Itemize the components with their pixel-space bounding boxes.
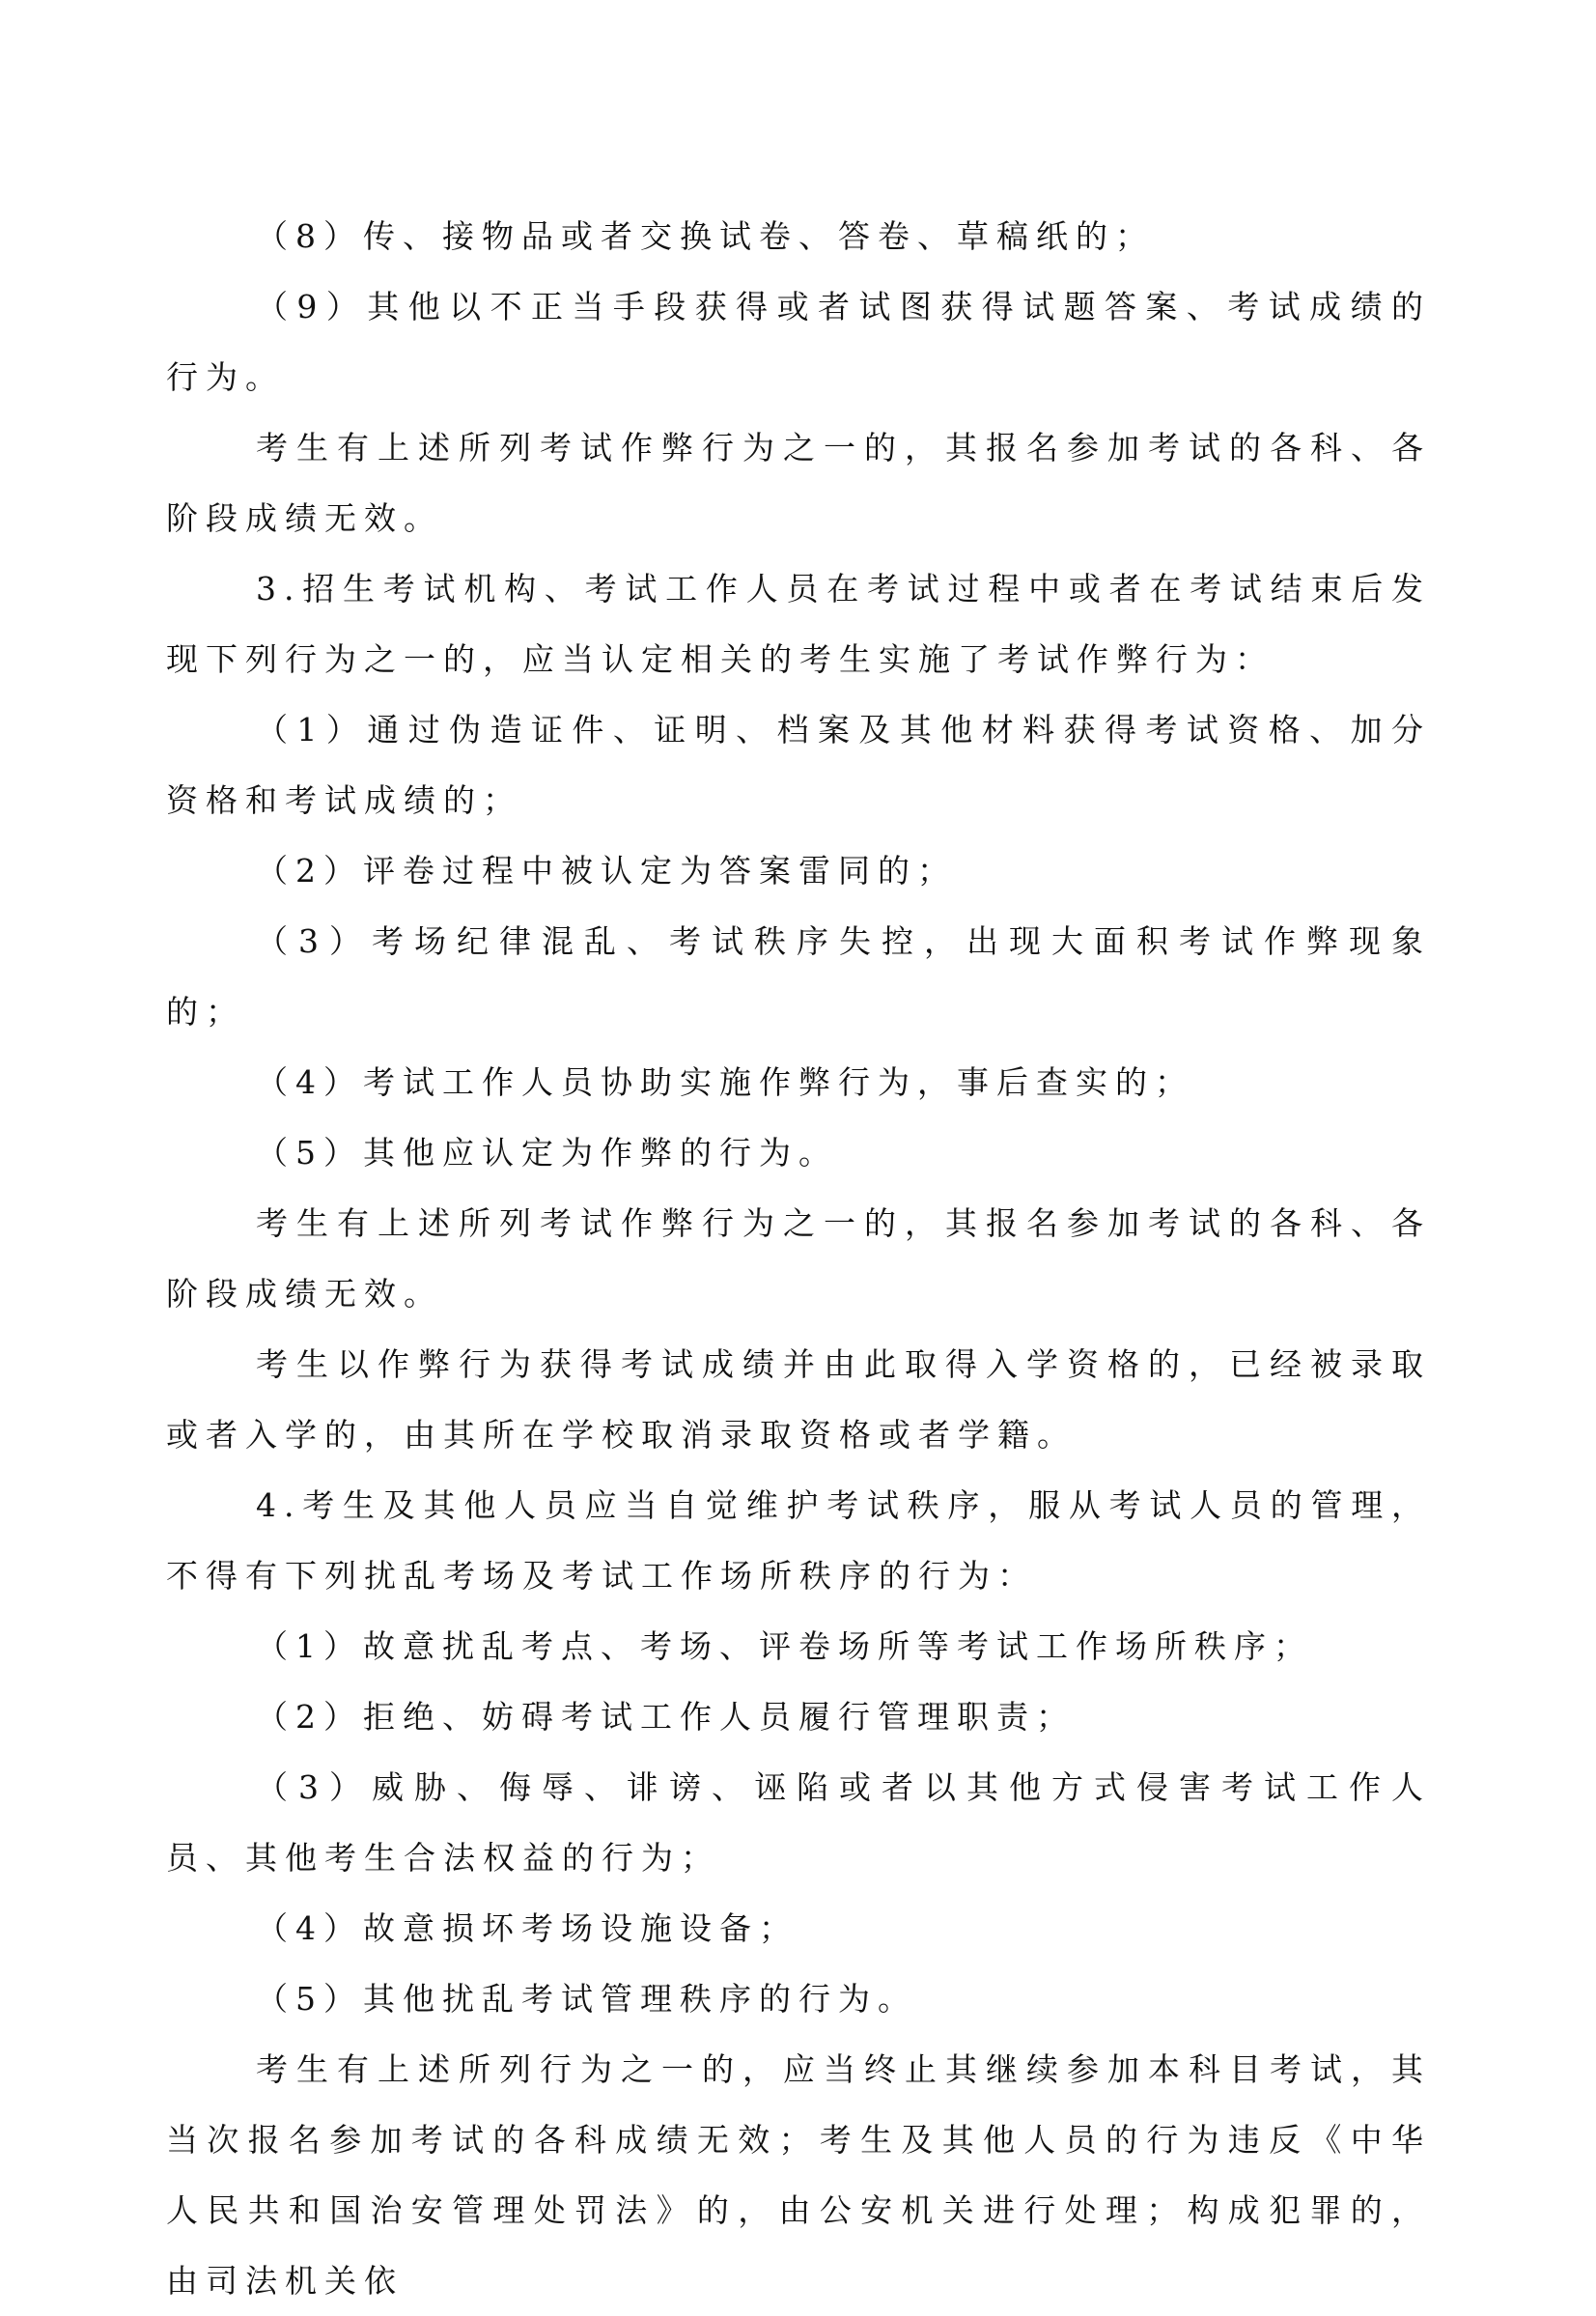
- paragraph-result-1: 考生有上述所列考试作弊行为之一的，其报名参加考试的各科、各阶段成绩无效。: [166, 429, 1431, 537]
- paragraph-section-3-item-1: （1）通过伪造证件、证明、档案及其他材料获得考试资格、加分资格和考试成绩的；: [166, 711, 1431, 819]
- paragraph-section-4-item-5: （5）其他扰乱考试管理秩序的行为。: [256, 1980, 917, 2018]
- paragraph-item-9: （9）其他以不正当手段获得或者试图获得试题答案、考试成绩的行为。: [166, 288, 1431, 396]
- paragraph-section-4-item-4: （4）故意损坏考场设施设备；: [256, 1909, 798, 1947]
- paragraph-section-3: 3.招生考试机构、考试工作人员在考试过程中或者在考试结束后发现下列行为之一的，应当认定相关的考生实施了考试作弊行为：: [166, 570, 1431, 678]
- paragraph-result-2: 考生有上述所列考试作弊行为之一的，其报名参加考试的各科、各阶段成绩无效。: [166, 1204, 1431, 1313]
- paragraph-result-3: 考生有上述所列行为之一的，应当终止其继续参加本科目考试，其当次报名参加考试的各科成绩无效；考生及其他人员的行为违反《中华人民共和国治安管理处罚法》的，由公安机关进行处理；构成犯罪的，由司法机关依: [166, 2050, 1431, 2300]
- paragraph-section-3-item-3: （3）考场纪律混乱、考试秩序失控，出现大面积考试作弊现象的；: [166, 922, 1431, 1031]
- paragraph-section-3-item-5: （5）其他应认定为作弊的行为。: [256, 1134, 838, 1172]
- paragraph-section-4-item-1: （1）故意扰乱考点、考场、评卷场所等考试工作场所秩序；: [256, 1627, 1313, 1665]
- paragraph-section-3-item-4: （4）考试工作人员协助实施作弊行为，事后查实的；: [256, 1063, 1194, 1101]
- paragraph-item-8: （8）传、接物品或者交换试卷、答卷、草稿纸的；: [256, 217, 1155, 255]
- document-body: [166, 201, 1431, 2316]
- paragraph-section-3-item-2: （2）评卷过程中被认定为答案雷同的；: [256, 852, 957, 890]
- paragraph-section-4-item-3: （3）威胁、侮辱、诽谤、诬陷或者以其他方式侵害考试工作人员、其他考生合法权益的行为；: [166, 1768, 1431, 1877]
- paragraph-section-4: 4.考生及其他人员应当自觉维护考试秩序，服从考试人员的管理，不得有下列扰乱考场及考试工作场所秩序的行为：: [166, 1486, 1431, 1595]
- paragraph-section-4-item-2: （2）拒绝、妨碍考试工作人员履行管理职责；: [256, 1698, 1076, 1736]
- paragraph-admission-revoked: 考生以作弊行为获得考试成绩并由此取得入学资格的，已经被录取或者入学的，由其所在学校取消录取资格或者学籍。: [166, 1345, 1431, 1454]
